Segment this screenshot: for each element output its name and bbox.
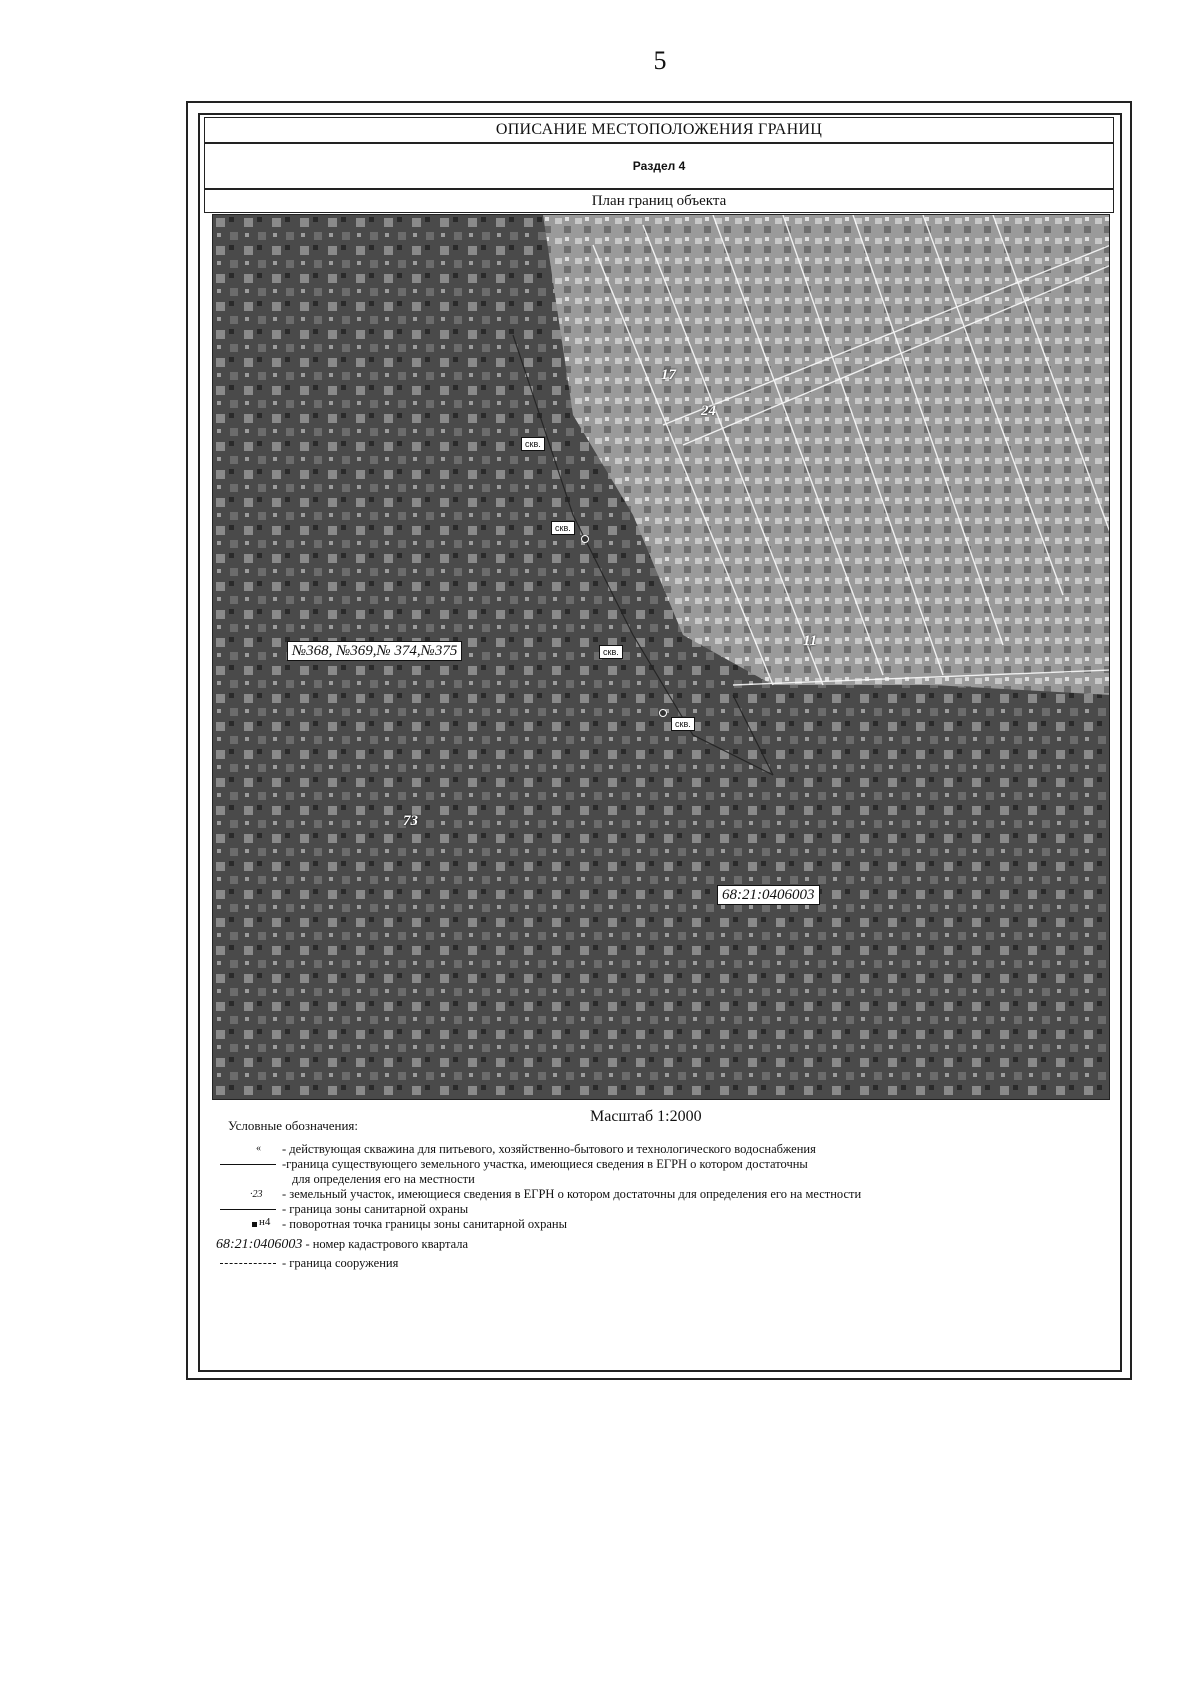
legend xyxy=(216,1142,1116,1271)
area-label: №368, №369,№ 374,№375 xyxy=(287,641,462,661)
parcel-number-73: 73 xyxy=(403,813,418,829)
cadastral-text: - номер кадастрового квартала xyxy=(302,1237,469,1251)
well-label-1: скв. xyxy=(521,437,545,451)
turning-point-label: н4 xyxy=(259,1216,271,1228)
well-marker-icon xyxy=(659,709,667,717)
legend-item-turning-point: н4 - поворотная точка границы зоны санитарной охраны xyxy=(216,1217,1116,1232)
legend-item-structure: - граница сооружения xyxy=(216,1256,1116,1271)
document-title: ОПИСАНИЕ МЕСТОПОЛОЖЕНИЯ ГРАНИЦ xyxy=(204,117,1114,143)
parcel-number-17: 17 xyxy=(661,367,676,383)
page-number: 5 xyxy=(653,46,667,75)
cadastral-code: 68:21:0406003 xyxy=(216,1237,303,1252)
legend-item-continuation: для определения его на местности xyxy=(292,1172,475,1186)
plan-title: План границ объекта xyxy=(204,189,1114,213)
legend-item-parcel-boundary: -граница существующего земельного участка, имеющиеся сведения в ЕГРН о котором достаточны xyxy=(216,1157,1116,1172)
cadastral-block-label: 68:21:0406003 xyxy=(717,885,820,905)
parcel-number-11: 11 xyxy=(803,633,818,649)
parcel-number-24: 24 xyxy=(701,403,716,419)
well-marker-icon xyxy=(581,535,589,543)
legend-item-sanitary-zone: - граница зоны санитарной охраны xyxy=(216,1202,1116,1217)
well-label-2: скв. xyxy=(551,521,575,535)
well-symbol-icon: « xyxy=(256,1143,261,1154)
solid-line-icon xyxy=(216,1202,282,1217)
legend-title: Условные обозначения: xyxy=(228,1118,359,1133)
section-heading: Раздел 4 xyxy=(204,143,1114,189)
parcel-number-symbol: ·23 xyxy=(250,1189,263,1200)
dotted-line-icon xyxy=(216,1256,282,1271)
legend-item-parcel: ·23 - земельный участок, имеющиеся сведения в ЕГРН о котором достаточны для определения его на местности xyxy=(250,1187,862,1201)
legend-item-cadastral xyxy=(216,1232,1116,1256)
solid-line-icon xyxy=(216,1157,282,1172)
map-scale: Масштаб 1:2000 xyxy=(590,1108,702,1125)
well-label-3: скв. xyxy=(599,645,623,659)
legend-item-well: « - действующая скважина для питьевого, хозяйственно-бытового и технологического водоснабжения xyxy=(216,1142,1116,1157)
boundary-map xyxy=(212,214,1110,1100)
turning-point-icon xyxy=(252,1222,257,1227)
well-label-4: скв. xyxy=(671,717,695,731)
